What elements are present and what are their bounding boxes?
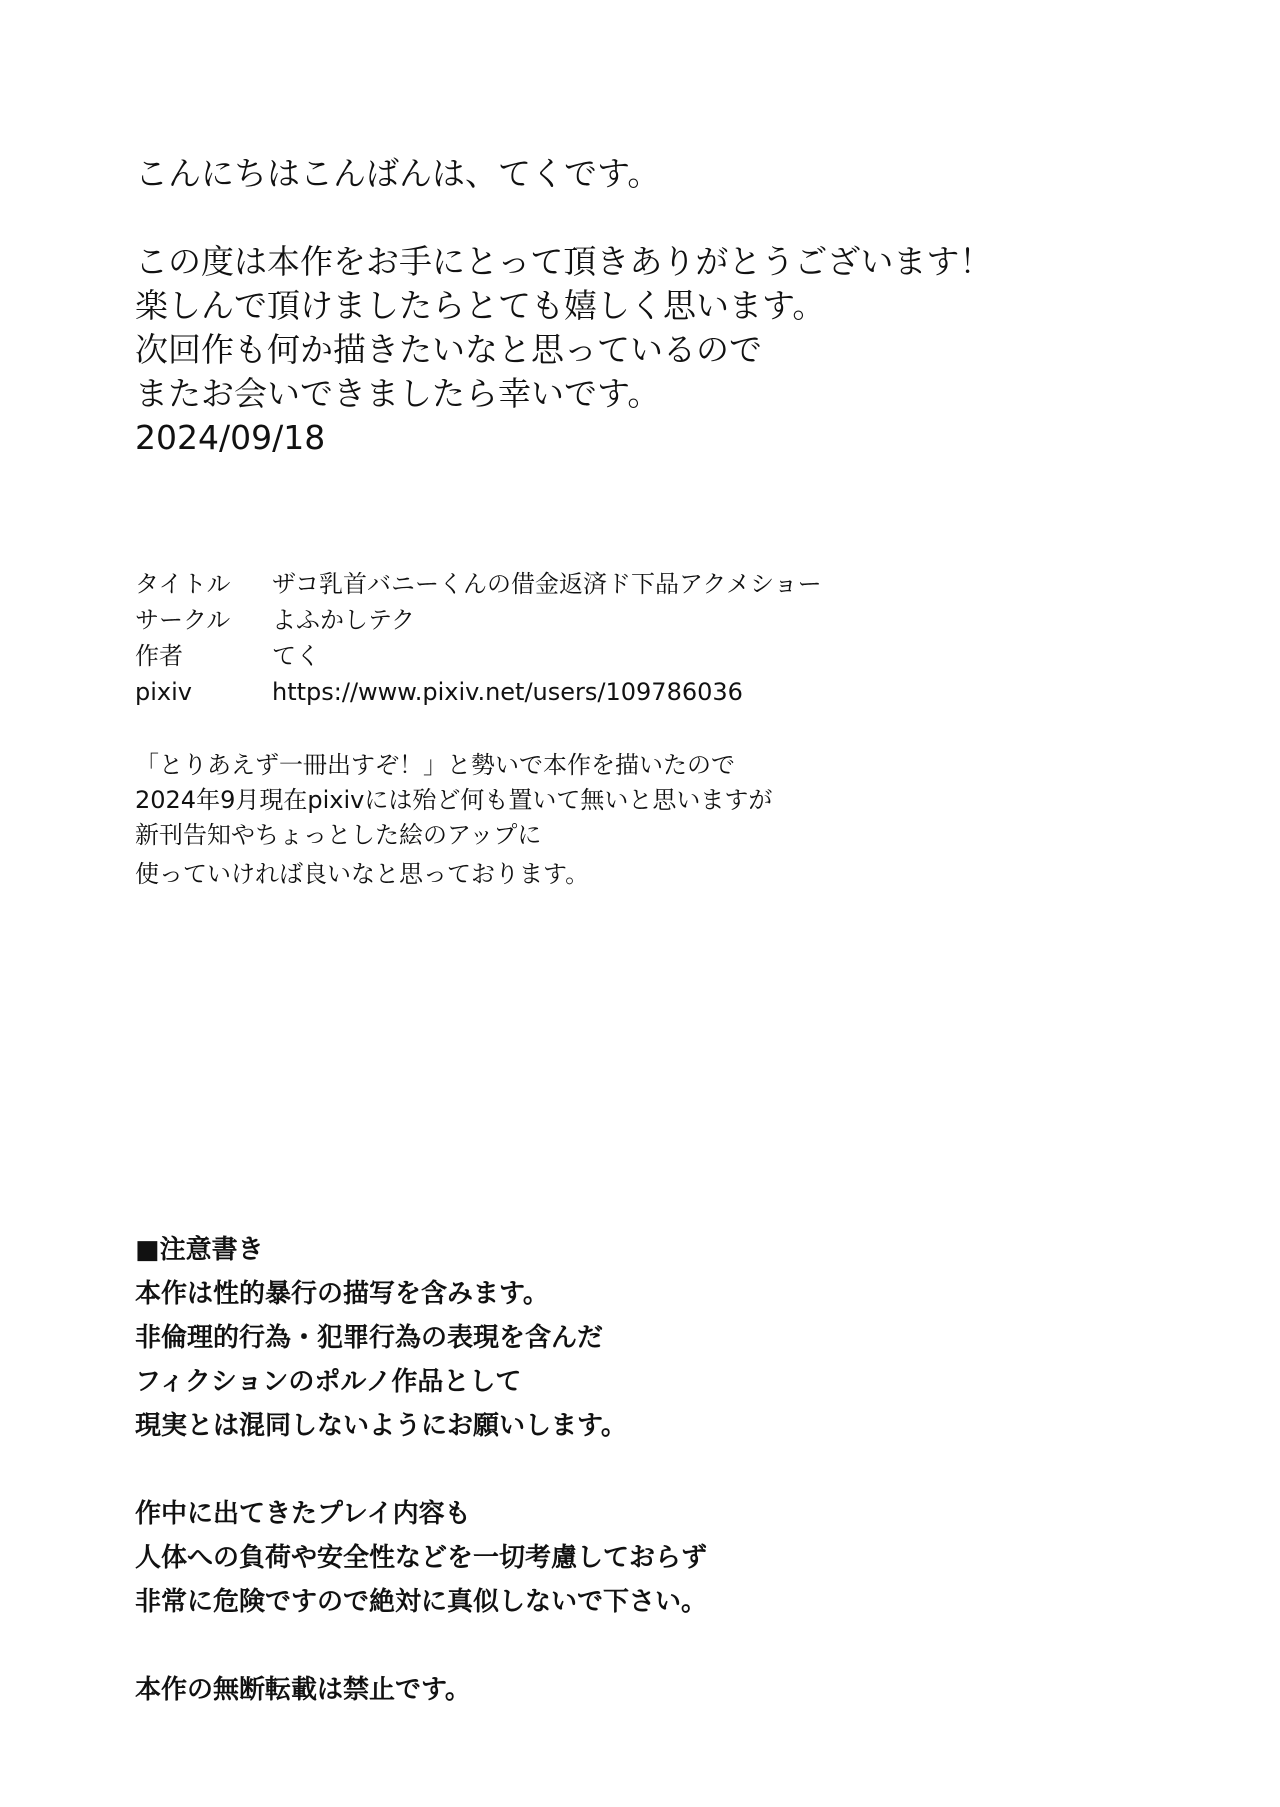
info-row-pixiv [135, 674, 822, 710]
note-line: 2024年9月現在pixivには殆ど何も置いて無いと思いますが [135, 786, 773, 814]
greeting-line: またお会いできましたら幸いです。 [135, 374, 661, 413]
greeting-line: この度は本作をお手にとって頂きありがとうございます！ [135, 242, 993, 281]
caution-line: 非倫理的行為・犯罪行為の表現を含んだ [135, 1323, 604, 1353]
greeting-hello: こんにちはこんばんは、てくです。 [135, 154, 661, 193]
greeting-line: 次回作も何か描きたいなと思っているので [135, 330, 762, 369]
info-value: てく [272, 642, 320, 670]
caution-line: 非常に危険ですので絶対に真似しないで下さい。 [135, 1587, 708, 1617]
note-line: 使っていければ良いなと思っております。 [135, 860, 590, 888]
info-key: pixiv [135, 678, 192, 706]
info-key: タイトル [135, 570, 231, 598]
greeting-line: 楽しんで頂けましたらとても嬉しく思います。 [135, 286, 826, 325]
pixiv-url: https://www.pixiv.net/users/109786036 [272, 678, 743, 706]
info-row-author [135, 638, 822, 674]
note-line: 「とりあえず一冊出すぞ！」と勢いで本作を描いたので [135, 751, 735, 779]
caution-line: 本作の無断転載は禁止です。 [135, 1675, 471, 1705]
caution-line: 人体への負荷や安全性などを一切考慮しておらず [135, 1543, 708, 1573]
info-value: ザコ乳首バニーくんの借金返済ド下品アクメショー [272, 570, 822, 598]
caution-line: 作中に出てきたプレイ内容も [135, 1499, 471, 1529]
info-table [135, 566, 822, 710]
caution-line: 本作は性的暴行の描写を含みます。 [135, 1279, 549, 1309]
greeting-date: 2024/09/18 [135, 418, 326, 457]
caution-block [135, 1228, 707, 1712]
info-row-title [135, 566, 822, 602]
info-row-circle [135, 602, 822, 638]
greeting-block [135, 152, 992, 460]
note-line: 新刊告知やちょっとした絵のアップに [135, 821, 542, 849]
caution-line: フィクションのポルノ作品として [135, 1367, 522, 1397]
info-key: サークル [135, 606, 231, 634]
note-paragraph [135, 748, 772, 892]
caution-line: 現実とは混同しないようにお願いします。 [135, 1411, 627, 1441]
info-key: 作者 [135, 642, 183, 670]
caution-heading: ■注意書き [135, 1235, 264, 1265]
info-value: よふかしテク [272, 606, 416, 634]
